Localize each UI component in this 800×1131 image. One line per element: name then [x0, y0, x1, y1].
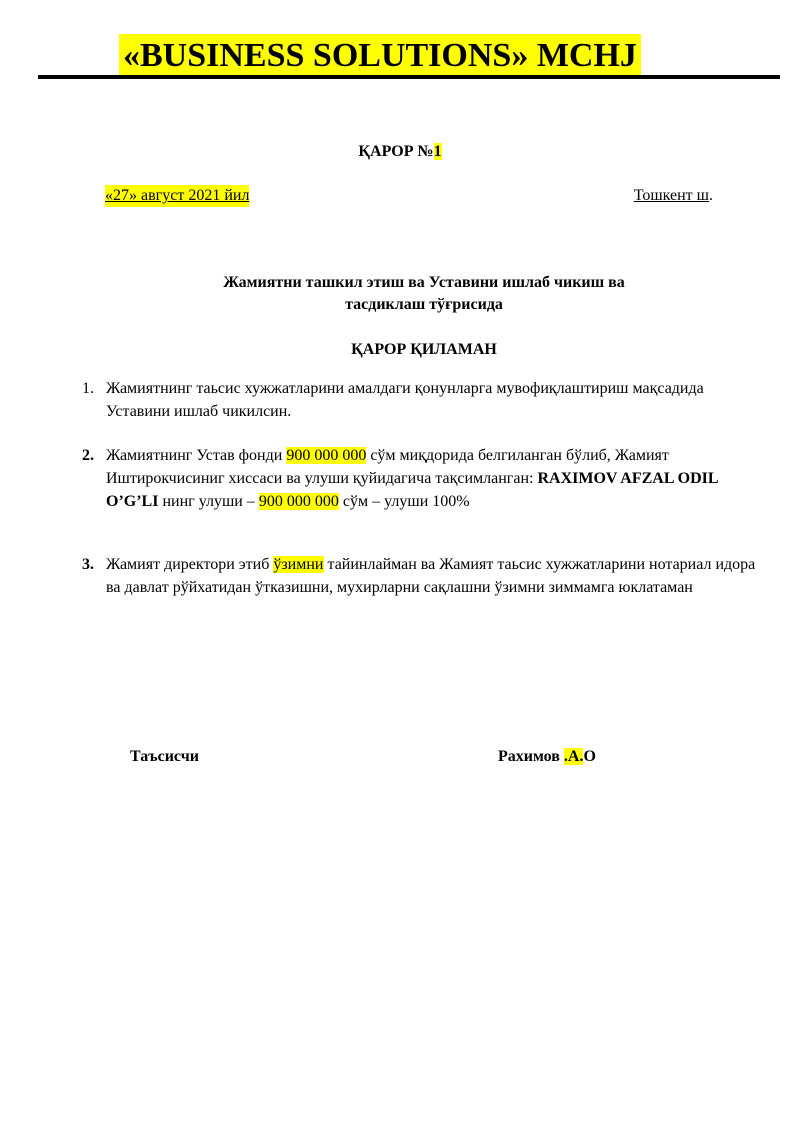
- signature-initials: .А.: [563, 748, 584, 765]
- item-number: 2.: [82, 447, 94, 464]
- item-text-part: тайинлайман ва Жамият таьсис хужжатларини нотариал идора ва давлат рўйхатидан ўтказишни, мухирларни сақлашни ўзимни зиммамга юклатаман: [106, 556, 756, 596]
- item-text-part: нинг улуши –: [158, 493, 259, 510]
- decree-date: «27» август 2021 йил: [105, 185, 249, 207]
- item-number: 3.: [82, 556, 94, 573]
- item-number: 1.: [82, 380, 94, 397]
- subject-line-2: тасдиклаш тўғрисида: [345, 296, 503, 313]
- header-rule: [38, 75, 780, 79]
- item-text-part: сўм миқдорида белгиланган бўлиб, Жамият Иштирокчисиниг хиссаси ва улуши қуйидагича тақсимланган:: [106, 447, 669, 487]
- list-item-2: [82, 444, 762, 513]
- signature-name: [498, 746, 596, 768]
- decree-number: 1: [433, 143, 442, 160]
- item-text-part: сўм – улуши 100%: [338, 493, 470, 510]
- signature-name-part: О: [583, 748, 596, 765]
- participant-name: RAXIMOV AFZAL ODIL O’G’LI: [106, 470, 718, 510]
- decree-city: [634, 185, 713, 207]
- company-header: «BUSINESS SOLUTIONS» MCHJ: [119, 34, 641, 78]
- item-text: [106, 444, 762, 513]
- list-item-3: [82, 553, 762, 599]
- decree-subject: [0, 272, 800, 316]
- decree-title-text: ҚАРОР №: [358, 143, 434, 160]
- list-item-1: [82, 377, 762, 423]
- item-text-part: Жамиятнинг Устав фонди: [106, 447, 287, 464]
- item-text: [106, 553, 762, 599]
- decision-heading: ҚАРОР ҚИЛАМАН: [351, 341, 497, 358]
- director-highlight: ўзимни: [273, 556, 324, 573]
- charter-fund-amount: 900 000 000: [286, 447, 367, 464]
- city-name: Тошкент ш: [633, 187, 709, 204]
- signature-name-part: Рахимов: [498, 748, 564, 765]
- item-text: Жамиятнинг таьсис хужжатларини амалдаги қонунларга мувофиқлаштириш мақсадида Уставини ишлаб чикилсин.: [106, 380, 704, 420]
- decree-title: [0, 141, 800, 163]
- subject-line-1: Жамиятни ташкил этиш ва Уставини ишлаб чикиш ва: [223, 274, 625, 291]
- share-amount: 900 000 000: [258, 493, 339, 510]
- signature-role: Таъсисчи: [130, 748, 199, 765]
- city-dot: .: [709, 187, 713, 204]
- item-text-part: Жамият директори этиб: [106, 556, 274, 573]
